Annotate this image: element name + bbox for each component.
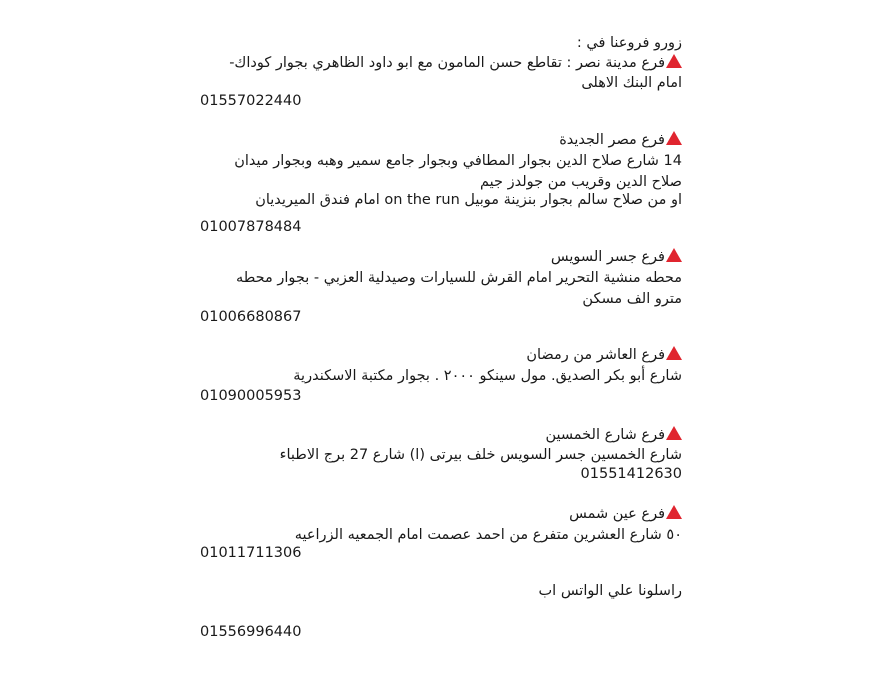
branch-10th-ramadan-address: شارع أبو بكر الصديق. مول سينكو ٢٠٠٠ . بجوار مكتبة الاسكندرية [293, 368, 682, 384]
warning-triangle-icon [666, 131, 682, 145]
branch-heliopolis-address-3: او من صلاح سالم بجوار بنزينة موبيل on the run امام فندق الميريديان [255, 192, 682, 208]
branch-ain-shams-phone: 01011711306 [200, 545, 302, 561]
branch-ain-shams-address: ٥٠ شارع العشرين متفرع من احمد عصمت امام الجمعيه الزراعيه [294, 527, 682, 543]
warning-triangle-icon [666, 248, 682, 262]
branch-heliopolis-phone: 01007878484 [200, 219, 302, 235]
branch-khamseen-address: شارع الخمسين جسر السويس خلف بيرتى (ا) شارع 27 برج الاطباء [279, 447, 682, 463]
branch-10th-ramadan-phone: 01090005953 [200, 388, 302, 404]
branch-heliopolis-address-2: صلاح الدين وقريب من جولدز جيم [480, 174, 682, 190]
branch-khamseen-title: فرع شارع الخمسين [200, 424, 682, 446]
branch-gesr-el-suez-phone: 01006680867 [200, 309, 302, 325]
branch-heliopolis-address-1: 14 شارع صلاح الدين بجوار المطافي وبجوار جامع سمير وهبه وبجوار ميدان [234, 153, 682, 169]
warning-triangle-icon [666, 346, 682, 360]
branch-gesr-el-suez-title: فرع جسر السويس [200, 246, 682, 268]
branch-nasr-city-address: امام البنك الاهلى [581, 75, 682, 91]
warning-triangle-icon [666, 505, 682, 519]
branch-gesr-el-suez-address-2: مترو الف مسكن [582, 291, 682, 307]
warning-triangle-icon [666, 54, 682, 68]
branch-gesr-el-suez-address-1: محطه منشية التحرير امام القرش للسيارات وصيدلية العزبي - بجوار محطه [235, 270, 682, 286]
whatsapp-phone: 01556996440 [200, 624, 302, 640]
branch-10th-ramadan-title: فرع العاشر من رمضان [200, 344, 682, 366]
branches-document [200, 30, 682, 670]
branch-khamseen-phone: 01551412630 [580, 466, 682, 482]
branch-heliopolis-title: فرع مصر الجديدة [200, 129, 682, 151]
branch-nasr-city-phone: 01557022440 [200, 93, 302, 109]
branch-nasr-city-title: فرع مدينة نصر : تقاطع حسن المامون مع ابو داود الظاهري بجوار كوداك- [200, 52, 682, 74]
branch-ain-shams-title: فرع عين شمس [200, 503, 682, 525]
whatsapp-label: راسلونا علي الواتس اب [538, 583, 682, 599]
warning-triangle-icon [666, 426, 682, 440]
intro-heading: زورو فروعنا في : [576, 35, 682, 51]
